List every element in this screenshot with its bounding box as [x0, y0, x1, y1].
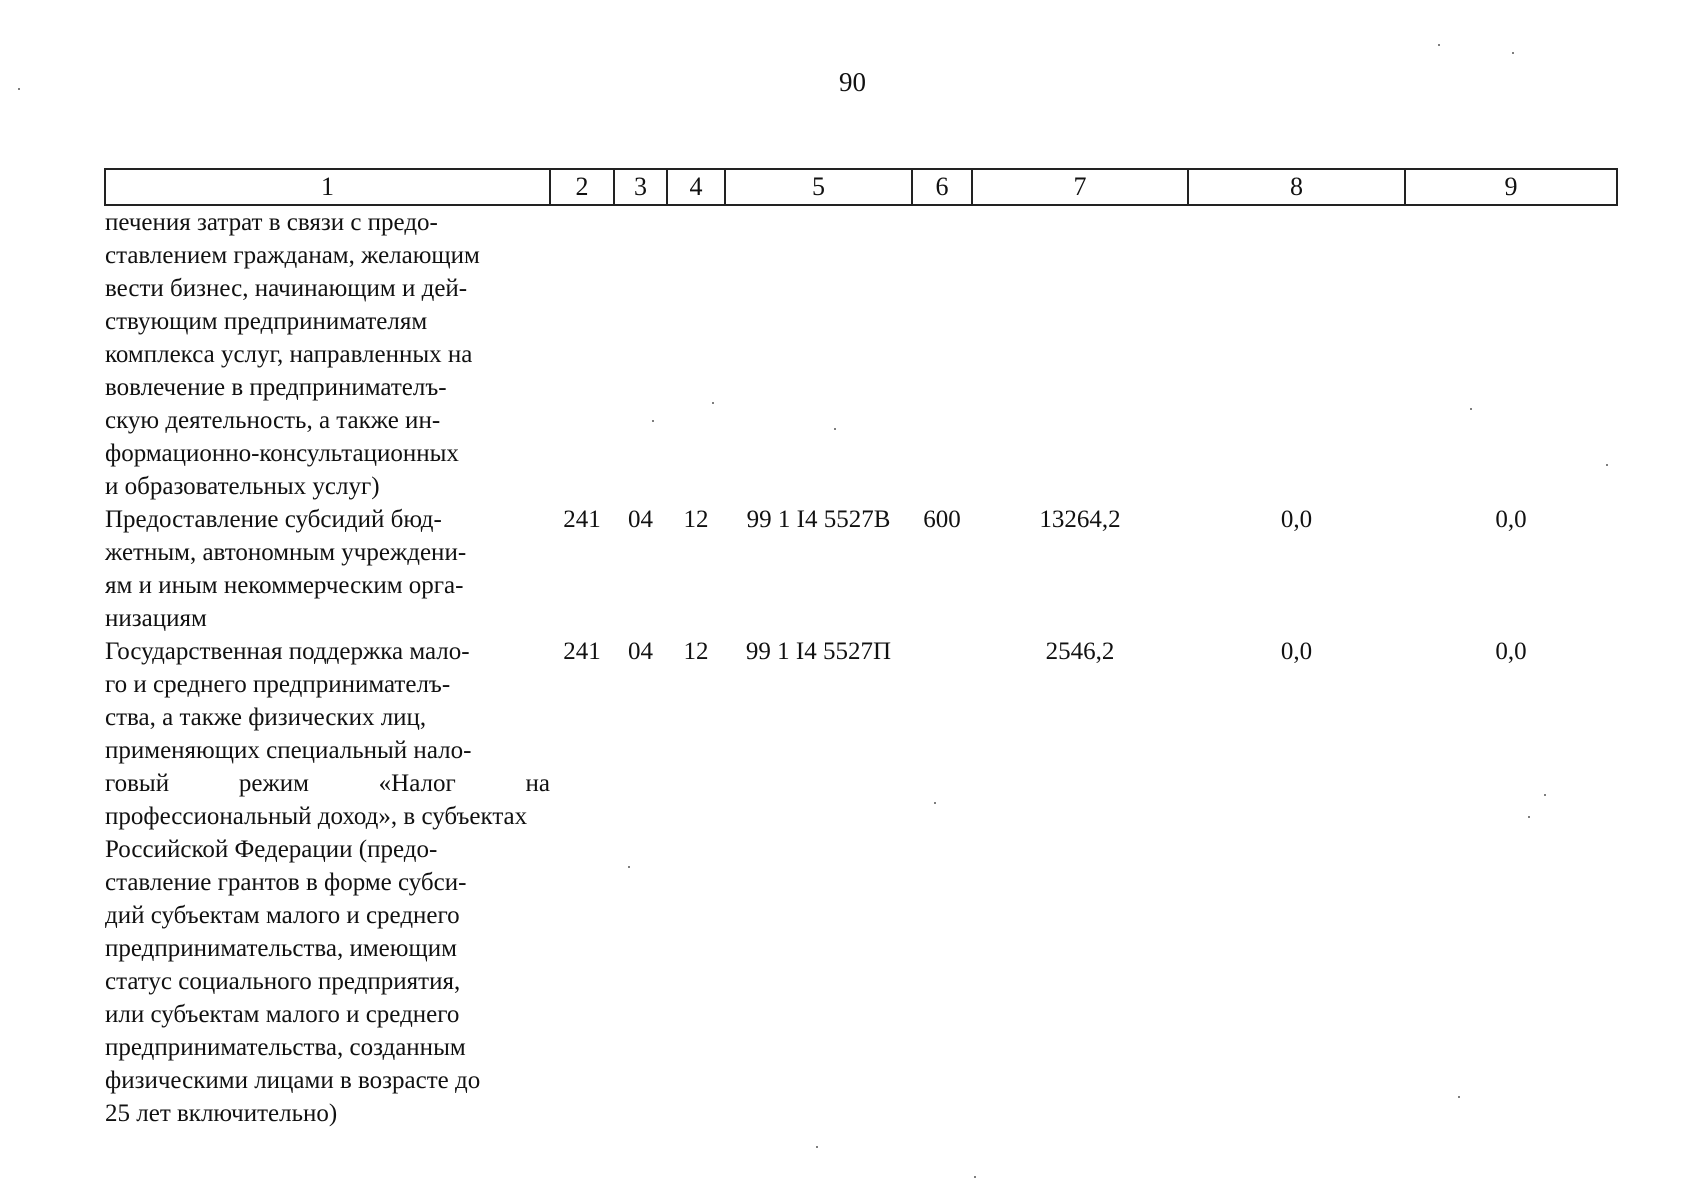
- desc-line: 25 лет включительно): [105, 1100, 338, 1127]
- column-header-2: 2: [550, 169, 614, 205]
- scan-speck: [712, 402, 714, 404]
- cell-col8: 0,0: [1280, 506, 1313, 533]
- scan-speck: [934, 802, 936, 804]
- desc-line: применяющих специальный нало-: [105, 737, 472, 764]
- cell-col7: 2546,2: [1045, 638, 1115, 665]
- table-row: [105, 205, 1617, 503]
- desc-line: формационно-консультационных: [105, 440, 459, 467]
- cell-col7: [972, 205, 1188, 503]
- cell-col3: 04: [628, 638, 653, 665]
- cell-col5: 99 1 I4 5527В: [746, 506, 891, 533]
- desc-line: Предоставление субсидий бюд-: [105, 506, 442, 533]
- scan-speck: [1606, 464, 1608, 466]
- cell-col9: [1405, 205, 1617, 503]
- desc-line: жетным, автономным учреждени-: [105, 539, 467, 566]
- desc-line: вести бизнес, начинающим и дей-: [105, 275, 468, 302]
- scan-speck: [974, 1176, 976, 1178]
- cell-col6: 600: [923, 506, 961, 533]
- header-row: [105, 169, 1617, 205]
- row-description: [105, 205, 550, 503]
- desc-line: Российской Федерации (предо-: [105, 836, 438, 863]
- cell-col9: 0,0: [1495, 506, 1527, 533]
- desc-line: предпринимательства, имеющим: [105, 935, 457, 962]
- scan-speck: [628, 866, 630, 868]
- desc-line: ства, а также физических лиц,: [105, 704, 427, 731]
- desc-line: комплекса услуг, направленных на: [105, 341, 473, 368]
- column-header-3: 3: [614, 169, 667, 205]
- cell-col4: 12: [683, 638, 709, 665]
- desc-line: ствующим предпринимателям: [105, 308, 428, 335]
- cell-col9: 0,0: [1495, 638, 1527, 665]
- desc-line: дий субъектам малого и среднего: [105, 902, 460, 929]
- desc-line: скую деятельность, а также ин-: [105, 407, 441, 434]
- desc-line: вовлечение в предпринимателъ-: [105, 374, 447, 401]
- desc-line: физическими лицами в возрасте до: [105, 1067, 481, 1094]
- cell-col8: [1188, 205, 1405, 503]
- cell-col4: 12: [683, 506, 709, 533]
- desc-line: и образовательных услуг): [105, 473, 380, 500]
- cell-col4: [667, 205, 725, 503]
- column-header-4: 4: [667, 169, 725, 205]
- scan-speck: [1544, 794, 1546, 796]
- scan-speck: [18, 88, 20, 90]
- cell-col5: [725, 205, 912, 503]
- scan-speck: [652, 420, 654, 422]
- desc-line: Государственная поддержка мало-: [105, 638, 470, 665]
- cell-col5: 99 1 I4 5527П: [745, 638, 892, 665]
- row-description: [105, 635, 550, 1130]
- column-header-8: 8: [1188, 169, 1405, 205]
- table-row: [105, 635, 1617, 1130]
- column-header-5: 5: [725, 169, 912, 205]
- cell-col2: 241: [563, 506, 601, 533]
- row-description: [105, 503, 550, 635]
- desc-line: статус социального предприятия,: [105, 968, 461, 995]
- cell-col6: [912, 635, 972, 1130]
- desc-line: говый режим «Налог на профессиональный доход», в субъектах: [105, 770, 550, 830]
- column-header-9: 9: [1405, 169, 1617, 205]
- scan-speck: [1512, 52, 1514, 54]
- cell-col3: 04: [628, 506, 653, 533]
- table-row: [105, 503, 1617, 635]
- cell-col8: 0,0: [1280, 638, 1313, 665]
- budget-table: [104, 168, 1618, 1130]
- scan-speck: [816, 1146, 818, 1148]
- desc-line: низациям: [105, 605, 207, 632]
- column-header-7: 7: [972, 169, 1188, 205]
- desc-line: или субъектам малого и среднего: [105, 1001, 460, 1028]
- desc-line: го и среднего предпринимателъ-: [105, 671, 451, 698]
- scan-speck: [1438, 44, 1440, 46]
- cell-col3: [614, 205, 667, 503]
- cell-col7: 13264,2: [1039, 506, 1121, 533]
- desc-line: печения затрат в связи с предо-: [105, 209, 438, 236]
- column-header-6: 6: [912, 169, 972, 205]
- desc-line: ям и иным некоммерческим орга-: [105, 572, 464, 599]
- cell-col2: 241: [563, 638, 601, 665]
- scan-speck: [1470, 408, 1472, 410]
- column-header-1: 1: [105, 169, 550, 205]
- scan-speck: [1528, 816, 1530, 818]
- desc-line: ставление грантов в форме субси-: [105, 869, 467, 896]
- desc-line: предпринимательства, созданным: [105, 1034, 466, 1061]
- cell-col6: [912, 205, 972, 503]
- page-number: 90: [839, 67, 866, 97]
- scan-speck: [834, 428, 836, 430]
- desc-line: ставлением гражданам, желающим: [105, 242, 480, 269]
- scan-speck: [1458, 1096, 1460, 1098]
- cell-col2: [550, 205, 614, 503]
